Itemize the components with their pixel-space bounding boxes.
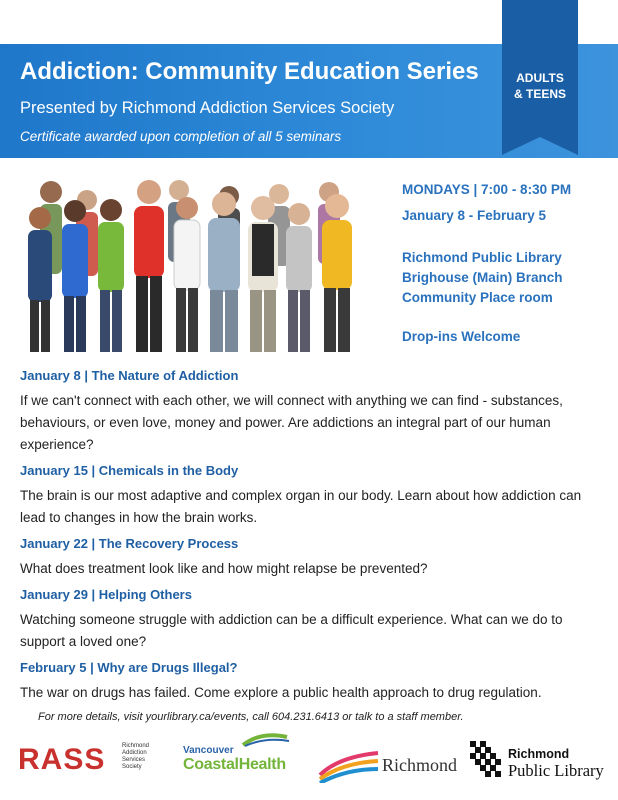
dropins-note: Drop-ins Welcome bbox=[402, 329, 521, 344]
richmond-wave-icon bbox=[318, 749, 380, 783]
page-title: Addiction: Community Education Series bbox=[20, 58, 479, 85]
rass-logo-subtitle bbox=[122, 743, 149, 771]
certificate-note: Certificate awarded upon completion of all 5 seminars bbox=[20, 129, 342, 144]
rass-logo-line: Richmond bbox=[122, 743, 150, 749]
ribbon-line-teens: & TEENS bbox=[513, 87, 566, 101]
rass-logo-line: Addiction bbox=[122, 750, 147, 756]
rass-logo-line: Society bbox=[122, 764, 142, 770]
vch-logo-bottom: CoastalHealth bbox=[183, 756, 286, 773]
vch-logo-top: Vancouver bbox=[183, 745, 234, 756]
audience-ribbon bbox=[502, 0, 578, 137]
session-description: The war on drugs has failed. Come explore a public health approach to drug regulation. bbox=[20, 685, 542, 700]
library-checker-icon bbox=[466, 739, 502, 779]
session-description: If we can't connect with each other, we will connect with anything we can find - substances, behaviours, or even love, money and power. Are addictions an integral part of our human experience? bbox=[20, 393, 563, 452]
library-logo-line2: Public Library bbox=[508, 761, 604, 780]
library-logo-line1: Richmond bbox=[508, 747, 570, 761]
schedule-text: MONDAYS | 7:00 - 8:30 PM bbox=[402, 182, 572, 197]
session-item bbox=[20, 660, 600, 704]
session-heading: January 22 | The Recovery Process bbox=[20, 536, 239, 551]
rass-logo-line: Services bbox=[122, 757, 146, 763]
session-description: The brain is our most adaptive and complex organ in our body. Learn about how addiction can lead to changes in how the brain works. bbox=[20, 488, 582, 525]
richmond-logo-word: Richmond bbox=[382, 755, 457, 775]
session-description: What does treatment look like and how might relapse be prevented? bbox=[20, 561, 428, 576]
group-photo bbox=[18, 164, 378, 360]
session-item bbox=[20, 536, 600, 580]
ribbon-line-adults: ADULTS bbox=[516, 71, 564, 85]
venue-name: Richmond Public Library bbox=[402, 250, 562, 265]
vch-logo bbox=[183, 745, 286, 774]
session-heading: January 8 | The Nature of Addiction bbox=[20, 368, 239, 383]
session-description: Watching someone struggle with addiction can be a difficult experience. What can we do to support a loved one? bbox=[20, 612, 563, 649]
session-item bbox=[20, 368, 600, 456]
session-item bbox=[20, 463, 600, 529]
contact-note: For more details, visit yourlibrary.ca/events, call 604.231.6413 or talk to a staff member. bbox=[38, 711, 464, 723]
venue-branch: Brighouse (Main) Branch bbox=[402, 270, 563, 285]
rass-logo-word: RASS bbox=[18, 743, 106, 776]
session-item bbox=[20, 587, 600, 653]
library-logo bbox=[508, 747, 604, 781]
vch-swoosh-icon bbox=[183, 731, 293, 747]
session-heading: February 5 | Why are Drugs Illegal? bbox=[20, 660, 238, 675]
presenter-subtitle: Presented by Richmond Addiction Services Society bbox=[20, 99, 395, 117]
sponsor-logos bbox=[0, 735, 618, 795]
session-list bbox=[20, 368, 600, 711]
session-heading: January 29 | Helping Others bbox=[20, 587, 192, 602]
people-figures-illustration bbox=[28, 180, 352, 352]
date-range: January 8 - February 5 bbox=[402, 208, 547, 223]
venue-room: Community Place room bbox=[402, 290, 553, 305]
session-heading: January 15 | Chemicals in the Body bbox=[20, 463, 239, 478]
